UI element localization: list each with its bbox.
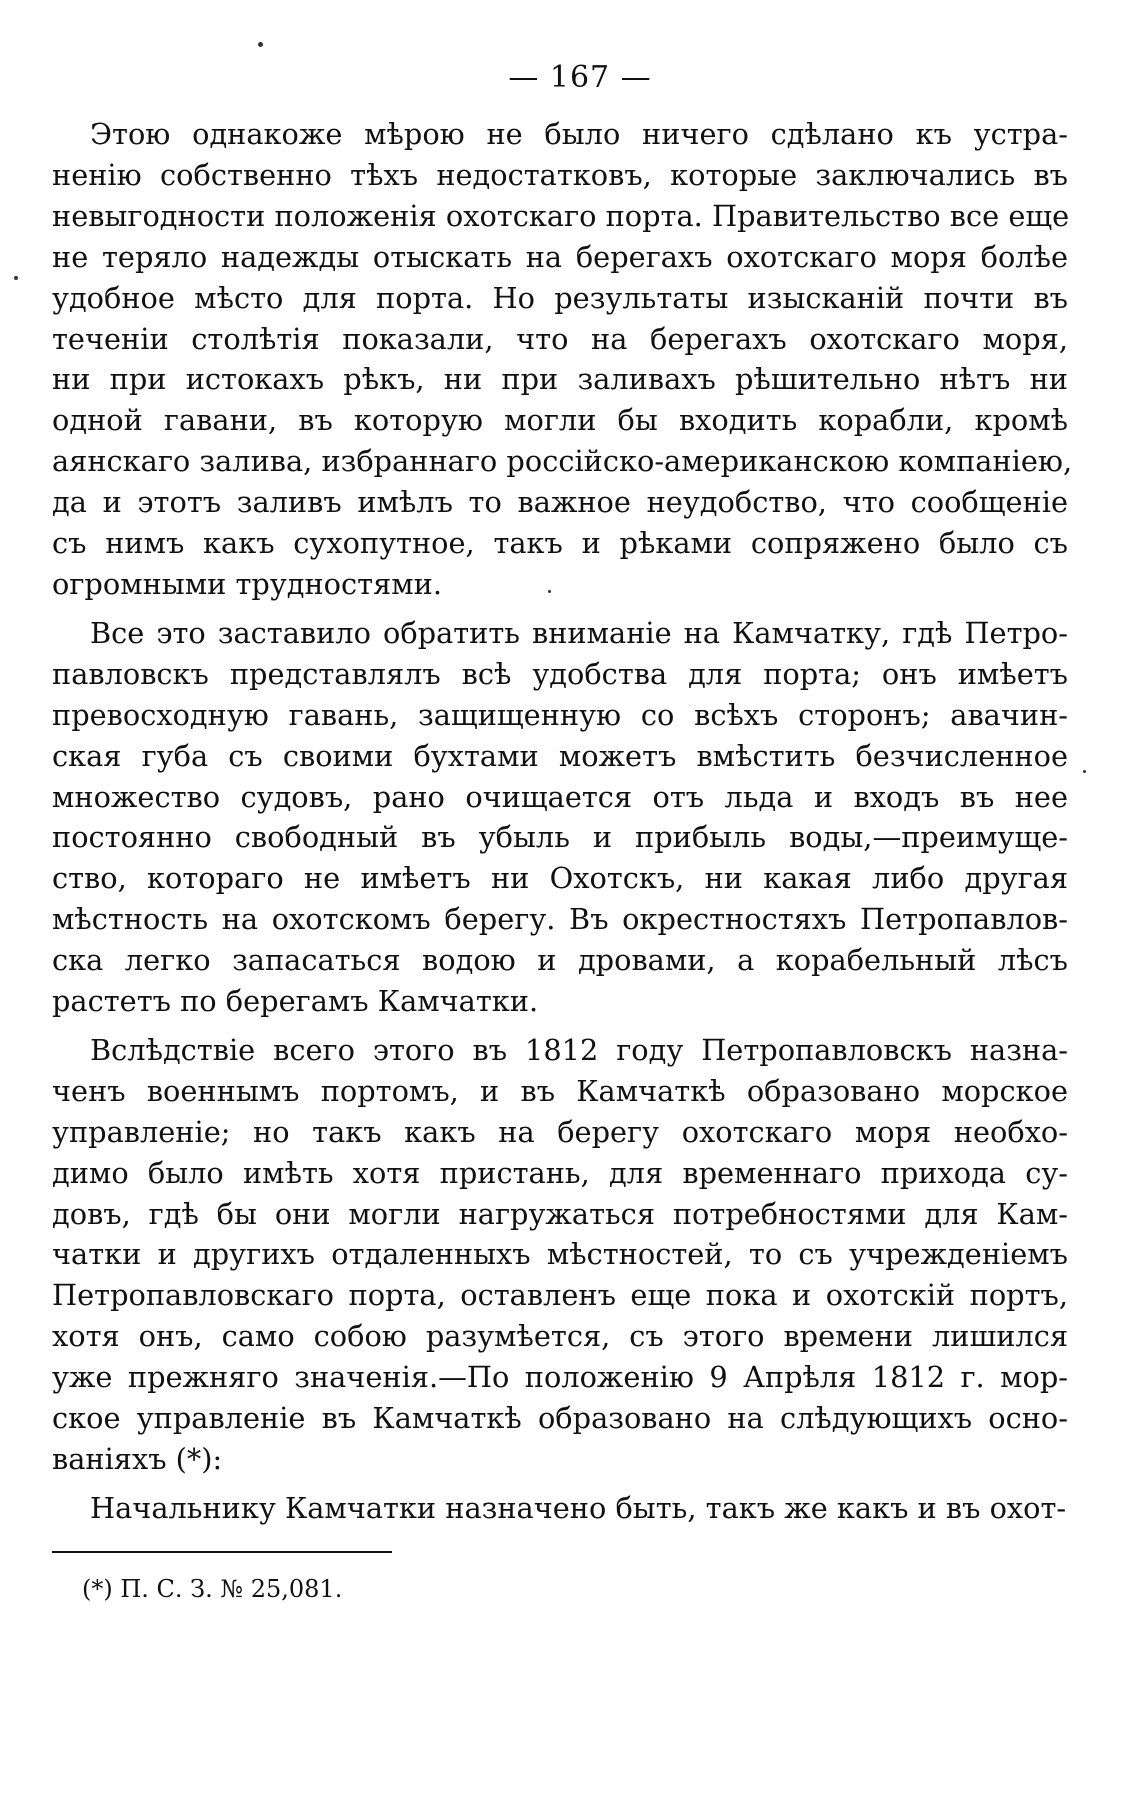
text-line: Этою однакоже мѣрою не было ничего сдѣлано къ устра- — [90, 117, 1068, 151]
text-line: довъ, гдѣ бы они могли нагружаться потребностями для Кам- — [52, 1196, 1068, 1231]
text-line: ни при истокахъ рѣкъ, ни при заливахъ рѣшительно нѣтъ ни — [52, 362, 1068, 397]
text-line: ское управленіе въ Камчаткѣ образовано на слѣдующихъ осно- — [52, 1401, 1068, 1436]
paragraph — [52, 114, 1073, 605]
scan-speck — [14, 276, 18, 280]
text-line: множество судовъ, рано очищается отъ льда и входъ въ нее — [52, 779, 1068, 814]
text-line: огромными трудностями. — [52, 566, 442, 601]
text-line: уже прежняго значенія.—По положенію 9 Апрѣля 1812 г. мор- — [52, 1360, 1068, 1395]
text-line: удобное мѣсто для порта. Но результаты изысканій почти въ — [52, 280, 1068, 315]
text-line: димо было имѣть хотя пристань, для временнаго прихода су- — [52, 1155, 1068, 1190]
page-number: — 167 — — [508, 60, 652, 95]
text-line: аянскаго залива, избраннаго россійско-американскою компаніею, — [52, 444, 1073, 479]
scan-speck — [1083, 770, 1086, 773]
text-line: управленіе; но такъ какъ на берегу охотскаго моря необхо- — [52, 1114, 1068, 1149]
body-text — [52, 114, 1073, 1529]
text-line: да и этотъ заливъ имѣлъ то важное неудобство, что сообщеніе — [52, 485, 1068, 520]
text-line: не теряло надежды отыскать на берегахъ охотскаго моря болѣе — [52, 239, 1068, 274]
paragraph — [52, 1030, 1068, 1480]
footnote-divider — [52, 1551, 392, 1553]
document-page — [52, 60, 1073, 1605]
text-line: ская губа съ своими бухтами можетъ вмѣстить безчисленное — [52, 738, 1068, 773]
text-line: Петропавловскаго порта, оставленъ еще пока и охотскій портъ, — [52, 1278, 1068, 1313]
text-line: хотя онъ, само собою разумѣется, съ этого времени лишился — [52, 1319, 1068, 1354]
text-line: чатки и другихъ отдаленныхъ мѣстностей, то съ учрежденіемъ — [52, 1237, 1068, 1272]
text-line: павловскъ представлялъ всѣ удобства для порта; онъ имѣетъ — [52, 656, 1068, 691]
text-line: постоянно свободный въ убыль и прибыль воды,—преимуще- — [52, 820, 1068, 855]
text-line: ченъ военнымъ портомъ, и въ Камчаткѣ образовано морское — [52, 1073, 1068, 1108]
text-line: ненію собственно тѣхъ недостатковъ, которые заключались въ — [52, 157, 1068, 192]
paragraph — [52, 613, 1068, 1022]
scan-speck — [548, 590, 551, 593]
text-line: одной гавани, въ которую могли бы входить корабли, кромѣ — [52, 403, 1068, 438]
text-line: съ нимъ какъ сухопутное, такъ и рѣками сопряжено было съ — [52, 526, 1068, 561]
text-line: ство, котораго не имѣетъ ни Охотскъ, ни какая либо другая — [52, 861, 1068, 896]
text-line: ска легко запасаться водою и дровами, а корабельный лѣсъ — [52, 943, 1068, 978]
paragraph — [52, 1488, 1068, 1529]
text-line: превосходную гавань, защищенную со всѣхъ сторонъ; авачин- — [52, 697, 1068, 732]
text-line: Вслѣдствіе всего этого въ 1812 году Петропавловскъ назна- — [90, 1032, 1068, 1067]
text-line: Начальнику Камчатки назначено быть, такъ же какъ и въ охот- — [90, 1490, 1067, 1525]
text-line: растетъ по берегамъ Камчатки. — [52, 984, 539, 1019]
scan-speck — [258, 42, 263, 47]
text-line: ваніяхъ (*): — [52, 1442, 223, 1476]
text-line: невыгодности положенія охотскаго порта. Правительство все еще — [52, 198, 1070, 233]
footnote: (*) П. С. З. № 25,081. — [82, 1574, 343, 1603]
text-line: теченіи столѣтія показали, что на берегахъ охотскаго моря, — [52, 321, 1068, 356]
text-line: мѣстность на охотскомъ берегу. Въ окрестностяхъ Петропавлов- — [52, 902, 1068, 937]
text-line: Все это заставило обратить вниманіе на Камчатку, гдѣ Петро- — [90, 615, 1068, 650]
